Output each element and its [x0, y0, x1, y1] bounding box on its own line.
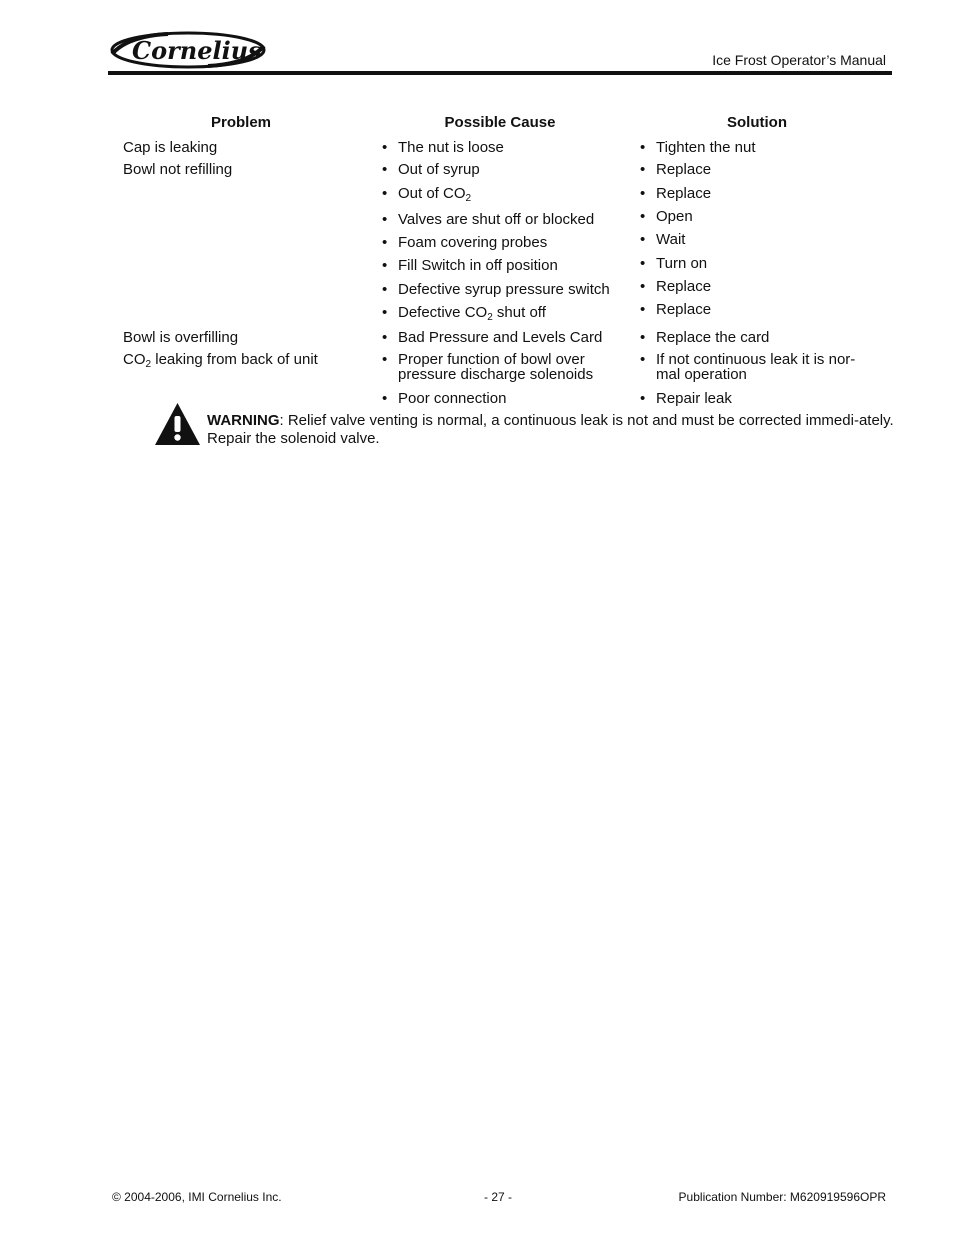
problem-co2-leaking: $CO_2$ leaking from back of unit — [123, 351, 318, 370]
cause-item-continued: pressure discharge solenoids — [398, 366, 594, 383]
problem-bowl-not-refilling: Bowl not refilling — [123, 161, 233, 178]
warning-triangle-icon — [154, 402, 201, 446]
problem-bowl-overfilling: Bowl is overfilling — [123, 329, 239, 346]
cornelius-logo — [108, 28, 268, 72]
cause-column-header: Possible Cause — [444, 114, 556, 131]
header-rule — [108, 71, 892, 75]
footer-page-number: - 27 - — [484, 1190, 513, 1204]
footer-copyright: © 2004-2006, IMI Cornelius Inc. — [112, 1190, 282, 1204]
solution-item-continued: mal operation — [656, 366, 747, 383]
page-header — [108, 28, 892, 76]
manual-title: Ice Frost Operator’s Manual — [712, 52, 886, 68]
problem-column-header: Problem — [210, 114, 271, 131]
solution-column-header: Solution — [727, 114, 787, 131]
warning-text: WARNING: Relief valve venting is normal, a continuous leak is not and must be corrected immedi-ately. Repair the solenoid valve. — [207, 412, 894, 447]
problem-cap-leaking: Cap is leaking — [123, 139, 218, 156]
footer-publication-number: Publication Number: M620919596OPR — [678, 1190, 886, 1204]
svg-text:Cornelius: Cornelius — [132, 36, 262, 65]
